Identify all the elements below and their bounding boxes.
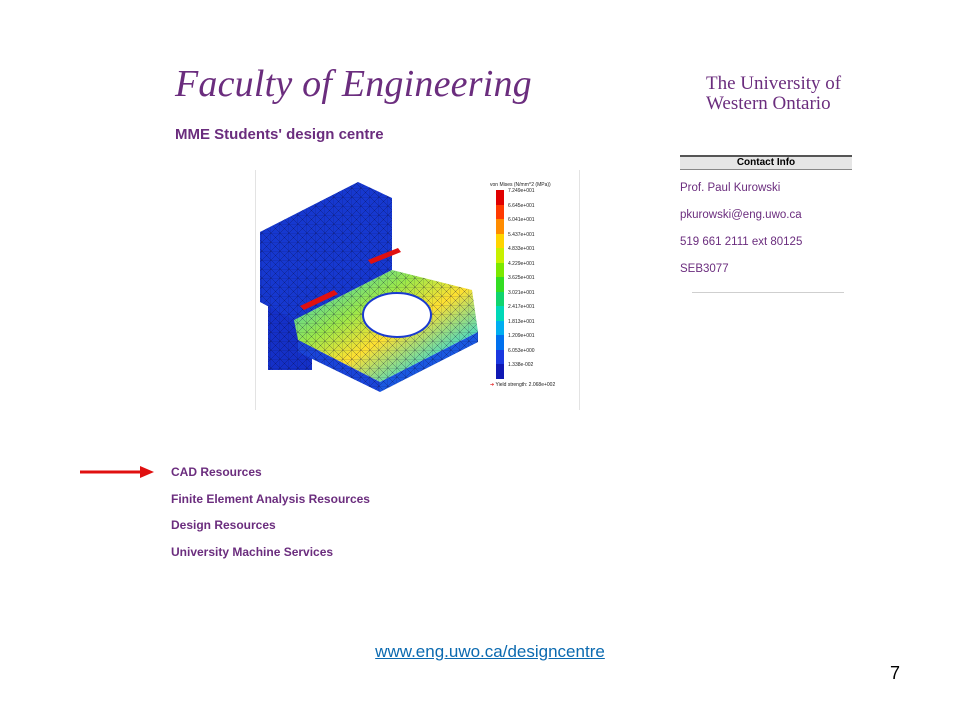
fea-stress-plot-image [172,170,662,410]
faculty-title: Faculty of Engineering [175,63,532,105]
legend-value: 6.053e+000 [508,347,535,354]
legend-value: 4.229e+001 [508,260,535,267]
contact-phone: 519 661 2111 ext 80125 [680,236,803,248]
design-centre-subtitle: MME Students' design centre [175,126,384,143]
legend-value: 6.645e+001 [508,202,535,209]
legend-row [490,335,580,350]
legend-color-swatch [496,292,504,307]
design-centre-url-link[interactable]: www.eng.uwo.ca/designcentre [375,642,605,661]
image-divider [255,170,256,410]
legend-color-swatch [496,350,504,365]
contact-info-box [680,155,852,275]
bracket-model [260,182,478,392]
legend-color-swatch [496,306,504,321]
machine-services-link[interactable]: University Machine Services [171,545,334,559]
legend-value: 3.625e+001 [508,275,535,281]
legend-value: 1.338e-002 [508,362,534,368]
legend-color-swatch [496,248,504,263]
legend-color-swatch [496,263,504,278]
university-logo [706,74,856,114]
legend-row [490,289,580,307]
contact-name: Prof. Paul Kurowski [680,182,781,194]
yield-arrow-icon: ➔ [490,382,495,388]
slide-page-number: 7 [890,663,901,683]
legend-value: 2.417e+001 [508,304,535,310]
legend-row [490,219,580,234]
legend-row [490,202,580,220]
legend-row [490,318,580,336]
legend-row [490,248,580,263]
legend-value: 4.833e+001 [508,246,535,252]
university-name-line1: The University of [706,73,842,94]
legend-row [490,231,580,249]
legend-color-swatch [496,234,504,249]
fea-model-svg [172,170,662,410]
legend-value: 6.041e+001 [508,217,535,223]
legend-row [490,306,580,321]
design-resources-link[interactable]: Design Resources [171,518,276,532]
legend-row [490,260,580,278]
legend-color-swatch [496,321,504,336]
legend-row [490,277,580,292]
legend-value: 1.209e+001 [508,333,535,339]
yield-strength-label: ➔ Yield strength: 2.068e+002 [490,382,556,388]
legend-color-swatch [496,190,504,205]
legend-value: 1.813e+001 [508,318,535,325]
contact-info-header: Contact Info [680,155,852,170]
fea-resources-link[interactable]: Finite Element Analysis Resources [171,492,370,506]
legend-value: 5.437e+001 [508,231,535,238]
university-name-line2: Western Ontario [706,93,831,114]
legend-value: 3.021e+001 [508,289,535,296]
legend-color-swatch [496,277,504,292]
contact-office: SEB3077 [680,263,729,275]
contact-email[interactable]: pkurowski@eng.uwo.ca [680,209,802,221]
stress-legend [490,182,580,407]
red-arrow-icon [78,463,156,481]
legend-row [490,364,580,379]
legend-color-swatch [496,364,504,379]
legend-color-swatch [496,219,504,234]
contact-divider [692,292,844,293]
legend-value: 7.249e+001 [508,188,535,194]
cad-resources-link[interactable]: CAD Resources [171,465,262,479]
legend-color-swatch [496,205,504,220]
legend-row [490,347,580,365]
legend-title: von Mises (N/mm^2 (MPa)) [490,182,551,188]
legend-row [490,190,580,205]
legend-color-swatch [496,335,504,350]
